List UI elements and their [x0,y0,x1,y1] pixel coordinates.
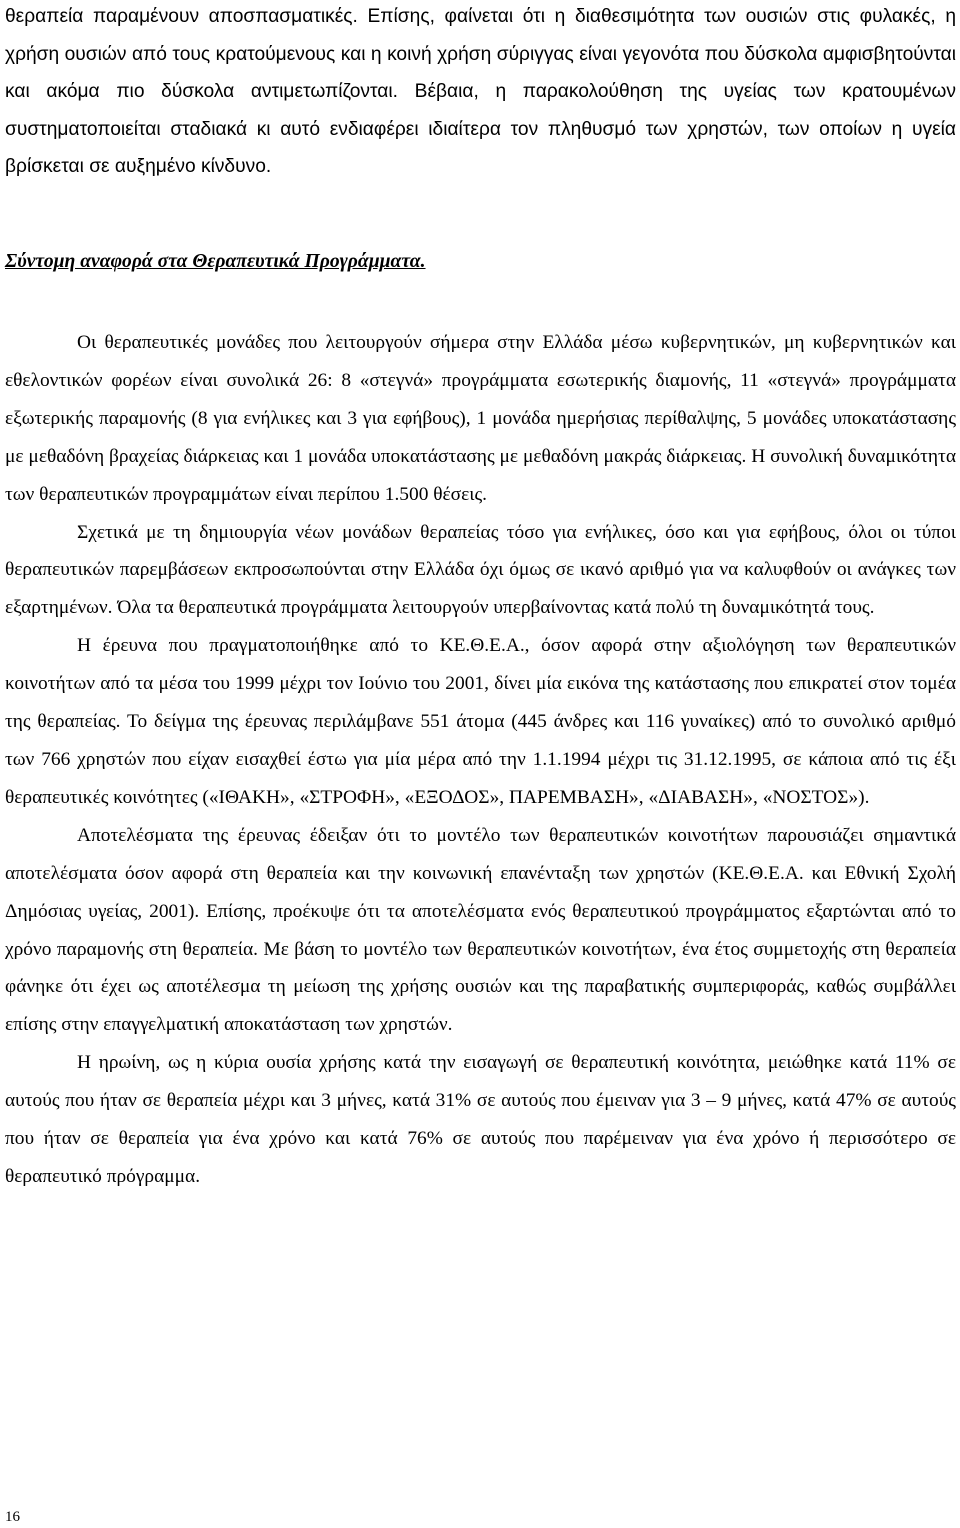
body-text [5,324,956,1196]
paragraph-new-units: Σχετικά με τη δημιουργία νέων μονάδων θεραπείας τόσο για ενήλικες, όσο και για εφήβους, όλοι οι τύποι θεραπευτικών παρεμβάσεων εκπροσωπούνται στην Ελλάδα όχι όμως σε ικανό αριθμό για να καλυφθούν οι ανάγκες των εξαρτημένων. Όλα τα θεραπευτικά προγράμματα λειτουργούν υπερβαίνοντας κατά πολύ τη δυναμικότητά τους. [5,521,956,619]
page-number: 16 [5,1509,20,1525]
paragraph-results: Αποτελέσματα της έρευνας έδειξαν ότι το μοντέλο των θεραπευτικών κοινοτήτων παρουσιάζει σημαντικά αποτελέσματα όσον αφορά στη θεραπεία και την κοινωνική επανένταξη των χρηστών (ΚΕ.Θ.Ε.Α. και Εθνική Σχολή Δημόσιας υγείας, 2001). Επίσης, προέκυψε ότι τα αποτελέσματα ενός θεραπευτικού προγράμματος εξαρτώνται από το χρόνο παραμονής στη θεραπεία. Με βάση το μοντέλο των θεραπευτικών κοινοτήτων, ένα έτος συμμετοχής στη θεραπεία φάνηκε ότι έχει ως αποτέλεσμα τη μείωση της χρήσης ουσιών και της παραβατικής συμπεριφοράς, καθώς συμβάλλει επίσης στην επαγγελματική αποκατάσταση των χρηστών. [5,824,956,1036]
intro-paragraph: θεραπεία παραμένουν αποσπασματικές. Επίσης, φαίνεται ότι η διαθεσιμότητα των ουσιών στις φυλακές, η χρήση ουσιών από τους κρατούμενους και η κοινή χρήση σύριγγας είναι γεγονότα που δύσκολα αμφισβητούνται και ακόμα πιο δύσκολα αντιμετωπίζονται. Βέβαια, η παρακολούθηση της υγείας των κρατουμένων συστηματοποιείται σταδιακά κι αυτό ενδιαφέρει ιδιαίτερα τον πληθυσμό των χρηστών, των οποίων η υγεία βρίσκεται σε αυξημένο κίνδυνο. [5,6,956,177]
paragraph-treatment-units: Οι θεραπευτικές μονάδες που λειτουργούν σήμερα στην Ελλάδα μέσω κυβερνητικών, μη κυβερνητικών και εθελοντικών φορέων είναι συνολικά 26: 8 «στεγνά» προγράμματα εσωτερικής διαμονής, 11 «στεγνά» προγράμματα εξωτερικής παραμονής (8 για ενήλικες και 3 για εφήβους), 1 μονάδα ημερήσιας περίθαλψης, 5 μονάδες υποκατάστασης με μεθαδόνη βραχείας διάρκειας και 1 μονάδα υποκατάστασης με μεθαδόνη μακράς διάρκειας. Η συνολική δυναμικότητα των θεραπευτικών προγραμμάτων είναι περίπου 1.500 θέσεις. [5,332,956,505]
paragraph-research: Η έρευνα που πραγματοποιήθηκε από το ΚΕ.Θ.Ε.Α., όσον αφορά στην αξιολόγηση των θεραπευτικών κοινοτήτων από τα μέσα του 1999 μέχρι τον Ιούνιο του 2001, δίνει μία εικόνα της κατάστασης που επικρατεί στον τομέα της θεραπείας. Το δείγμα της έρευνας περιλάμβανε 551 άτομα (445 άνδρες και 116 γυναίκες) από το συνολικό αριθμό των 766 χρηστών που είχαν εισαχθεί έστω για μία μέρα από την 1.1.1994 μέχρι τις 31.12.1995, σε κάποια από τις έξι θεραπευτικές κοινότητες («ΙΘΑΚΗ», «ΣΤΡΟΦΗ», «ΕΞΟΔΟΣ», ΠΑΡΕΜΒΑΣΗ», «ΔΙΑΒΑΣΗ», «ΝΟΣΤΟΣ»). [5,635,956,808]
paragraph-heroin: Η ηρωίνη, ως η κύρια ουσία χρήσης κατά την εισαγωγή σε θεραπευτική κοινότητα, μειώθηκε κατά 11% σε αυτούς που ήταν σε θεραπεία μέχρι και 3 μήνες, κατά 31% σε αυτούς που έμειναν για 3 – 9 μήνες, κατά 47% σε αυτούς που ήταν σε θεραπεία για ένα χρόνο και κατά 76% σε αυτούς που παρέμειναν για ένα χρόνο ή περισσότερο σε θεραπευτικό πρόγραμμα. [5,1052,956,1187]
section-heading: Σύντομη αναφορά στα Θεραπευτικά Προγράμματα. [5,251,426,272]
